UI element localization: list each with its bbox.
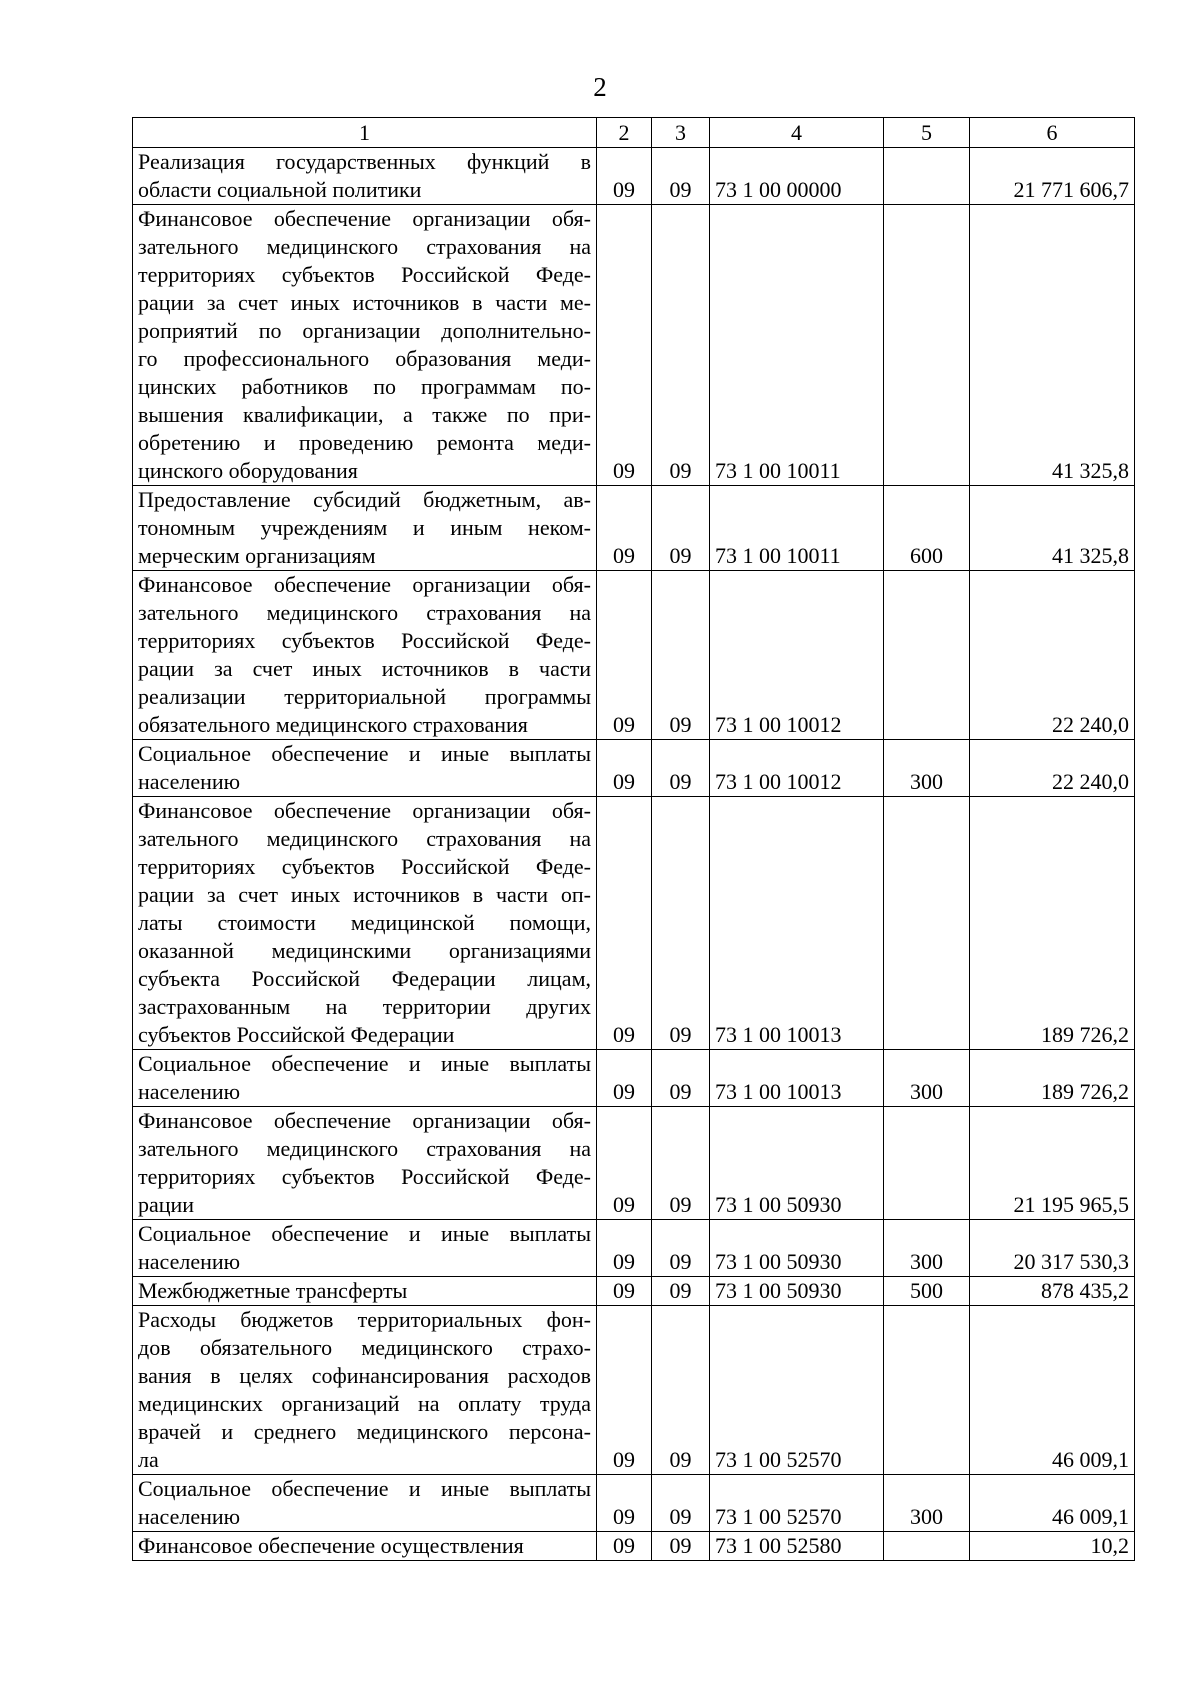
expense-type-cell <box>884 1306 970 1475</box>
description-cell <box>133 1050 597 1107</box>
description-line: го профессионального образования меди- <box>138 346 591 371</box>
table-row <box>133 1277 1135 1306</box>
section-code-cell: 09 <box>597 1107 652 1220</box>
target-article-cell: 73 1 00 10012 <box>710 571 884 740</box>
expense-type-cell <box>884 571 970 740</box>
description-line: области социальной политики <box>138 177 422 202</box>
description-line: врачей и среднего медицинского персона- <box>138 1419 591 1444</box>
table-body <box>133 148 1135 1561</box>
amount-cell: 46 009,1 <box>970 1475 1135 1532</box>
description-cell <box>133 797 597 1050</box>
header-cell-5: 5 <box>884 118 970 148</box>
amount-cell: 189 726,2 <box>970 797 1135 1050</box>
amount-cell: 21 195 965,5 <box>970 1107 1135 1220</box>
description-line: Финансовое обеспечение организации обя- <box>138 1108 591 1133</box>
amount-cell: 21 771 606,7 <box>970 148 1135 205</box>
description-line: Реализация государственных функций в <box>138 149 591 174</box>
description-cell <box>133 486 597 571</box>
header-cell-6: 6 <box>970 118 1135 148</box>
description-cell <box>133 1220 597 1277</box>
subsection-code-cell: 09 <box>652 1277 710 1306</box>
amount-cell: 20 317 530,3 <box>970 1220 1135 1277</box>
header-cell-3: 3 <box>652 118 710 148</box>
description-line: Социальное обеспечение и иные выплаты <box>138 1221 591 1246</box>
description-line: цинских работников по программам по- <box>138 374 591 399</box>
table-row <box>133 1475 1135 1532</box>
description-line: Финансовое обеспечение организации обя- <box>138 798 591 823</box>
target-article-cell: 73 1 00 10013 <box>710 797 884 1050</box>
page-number: 2 <box>593 72 607 102</box>
description-line: зательного медицинского страхования на <box>138 234 591 259</box>
description-line: рации <box>138 1192 195 1217</box>
expense-type-cell <box>884 205 970 486</box>
description-line: территориях субъектов Российской Феде- <box>138 628 591 653</box>
header-cell-4: 4 <box>710 118 884 148</box>
description-line: роприятий по организации дополнительно- <box>138 318 591 343</box>
description-line: Социальное обеспечение и иные выплаты <box>138 741 591 766</box>
description-line: Предоставление субсидий бюджетным, ав- <box>138 487 591 512</box>
description-line: мерческим организациям <box>138 543 376 568</box>
target-article-cell: 73 1 00 50930 <box>710 1107 884 1220</box>
budget-table <box>132 117 1135 1561</box>
subsection-code-cell: 09 <box>652 1107 710 1220</box>
expense-type-cell: 300 <box>884 740 970 797</box>
subsection-code-cell: 09 <box>652 1050 710 1107</box>
subsection-code-cell: 09 <box>652 1532 710 1561</box>
description-line: Финансовое обеспечение осуществления <box>138 1533 524 1558</box>
description-cell <box>133 571 597 740</box>
description-line: зательного медицинского страхования на <box>138 600 591 625</box>
table-row <box>133 486 1135 571</box>
expense-type-cell: 300 <box>884 1050 970 1107</box>
amount-cell: 22 240,0 <box>970 571 1135 740</box>
description-line: субъектов Российской Федерации <box>138 1022 455 1047</box>
description-line: вания в целях софинансирования расходов <box>138 1363 591 1388</box>
target-article-cell: 73 1 00 10011 <box>710 486 884 571</box>
description-cell <box>133 1475 597 1532</box>
header-cell-2: 2 <box>597 118 652 148</box>
section-code-cell: 09 <box>597 1050 652 1107</box>
description-line: населению <box>138 1249 241 1274</box>
description-line: латы стоимости медицинской помощи, <box>138 910 591 935</box>
expense-type-cell <box>884 797 970 1050</box>
description-line: Социальное обеспечение и иные выплаты <box>138 1476 591 1501</box>
table-row <box>133 797 1135 1050</box>
description-line: тономным учреждениям и иным неком- <box>138 515 591 540</box>
section-code-cell: 09 <box>597 205 652 486</box>
description-line: субъекта Российской Федерации лицам, <box>138 966 591 991</box>
section-code-cell: 09 <box>597 1220 652 1277</box>
description-line: зательного медицинского страхования на <box>138 826 591 851</box>
subsection-code-cell: 09 <box>652 797 710 1050</box>
table-row <box>133 148 1135 205</box>
description-cell <box>133 205 597 486</box>
section-code-cell: 09 <box>597 486 652 571</box>
description-line: ла <box>138 1447 159 1472</box>
table-row <box>133 740 1135 797</box>
expense-type-cell: 300 <box>884 1220 970 1277</box>
table-row <box>133 1050 1135 1107</box>
description-line: рации за счет иных источников в части <box>138 656 591 681</box>
target-article-cell: 73 1 00 52580 <box>710 1532 884 1561</box>
section-code-cell: 09 <box>597 797 652 1050</box>
target-article-cell: 73 1 00 50930 <box>710 1220 884 1277</box>
description-line: Межбюджетные трансферты <box>138 1278 408 1303</box>
table-row <box>133 1220 1135 1277</box>
amount-cell: 10,2 <box>970 1532 1135 1561</box>
subsection-code-cell: 09 <box>652 1306 710 1475</box>
description-line: рации за счет иных источников в части ме- <box>138 290 591 315</box>
description-line: обязательного медицинского страхования <box>138 712 528 737</box>
subsection-code-cell: 09 <box>652 740 710 797</box>
description-line: территориях субъектов Российской Феде- <box>138 262 591 287</box>
amount-cell: 46 009,1 <box>970 1306 1135 1475</box>
subsection-code-cell: 09 <box>652 1220 710 1277</box>
section-code-cell: 09 <box>597 571 652 740</box>
description-line: оказанной медицинскими организациями <box>138 938 591 963</box>
target-article-cell: 73 1 00 10011 <box>710 205 884 486</box>
subsection-code-cell: 09 <box>652 571 710 740</box>
description-line: реализации территориальной программы <box>138 684 591 709</box>
description-line: населению <box>138 1504 241 1529</box>
section-code-cell: 09 <box>597 148 652 205</box>
description-line: населению <box>138 769 241 794</box>
table-row <box>133 1532 1135 1561</box>
description-line: территориях субъектов Российской Феде- <box>138 1164 591 1189</box>
description-line: обретению и проведению ремонта меди- <box>138 430 591 455</box>
description-line: Социальное обеспечение и иные выплаты <box>138 1051 591 1076</box>
target-article-cell: 73 1 00 50930 <box>710 1277 884 1306</box>
amount-cell: 41 325,8 <box>970 486 1135 571</box>
description-cell <box>133 1107 597 1220</box>
target-article-cell: 73 1 00 10013 <box>710 1050 884 1107</box>
header-row <box>133 118 1135 148</box>
subsection-code-cell: 09 <box>652 205 710 486</box>
amount-cell: 878 435,2 <box>970 1277 1135 1306</box>
description-line: Финансовое обеспечение организации обя- <box>138 206 591 231</box>
table-row <box>133 1306 1135 1475</box>
description-line: дов обязательного медицинского страхо- <box>138 1335 591 1360</box>
description-line: цинского оборудования <box>138 458 358 483</box>
target-article-cell: 73 1 00 10012 <box>710 740 884 797</box>
description-cell <box>133 1277 597 1306</box>
section-code-cell: 09 <box>597 1306 652 1475</box>
expense-type-cell: 600 <box>884 486 970 571</box>
description-line: Финансовое обеспечение организации обя- <box>138 572 591 597</box>
description-line: застрахованным на территории других <box>138 994 591 1019</box>
section-code-cell: 09 <box>597 1277 652 1306</box>
description-line: медицинских организаций на оплату труда <box>138 1391 591 1416</box>
expense-type-cell: 500 <box>884 1277 970 1306</box>
target-article-cell: 73 1 00 52570 <box>710 1306 884 1475</box>
description-line: зательного медицинского страхования на <box>138 1136 591 1161</box>
expense-type-cell <box>884 1107 970 1220</box>
expense-type-cell: 300 <box>884 1475 970 1532</box>
subsection-code-cell: 09 <box>652 148 710 205</box>
table-row <box>133 571 1135 740</box>
table-row <box>133 1107 1135 1220</box>
description-line: населению <box>138 1079 241 1104</box>
description-line: Расходы бюджетов территориальных фон- <box>138 1307 591 1332</box>
subsection-code-cell: 09 <box>652 486 710 571</box>
description-cell <box>133 1532 597 1561</box>
description-line: вышения квалификации, а также по при- <box>138 402 591 427</box>
amount-cell: 189 726,2 <box>970 1050 1135 1107</box>
target-article-cell: 73 1 00 00000 <box>710 148 884 205</box>
expense-type-cell <box>884 1532 970 1561</box>
description-cell <box>133 1306 597 1475</box>
description-cell <box>133 740 597 797</box>
target-article-cell: 73 1 00 52570 <box>710 1475 884 1532</box>
expense-type-cell <box>884 148 970 205</box>
amount-cell: 41 325,8 <box>970 205 1135 486</box>
description-line: рации за счет иных источников в части оп- <box>138 882 591 907</box>
description-line: территориях субъектов Российской Феде- <box>138 854 591 879</box>
section-code-cell: 09 <box>597 740 652 797</box>
header-cell-1: 1 <box>133 118 597 148</box>
description-cell <box>133 148 597 205</box>
subsection-code-cell: 09 <box>652 1475 710 1532</box>
amount-cell: 22 240,0 <box>970 740 1135 797</box>
table-row <box>133 205 1135 486</box>
section-code-cell: 09 <box>597 1532 652 1561</box>
section-code-cell: 09 <box>597 1475 652 1532</box>
